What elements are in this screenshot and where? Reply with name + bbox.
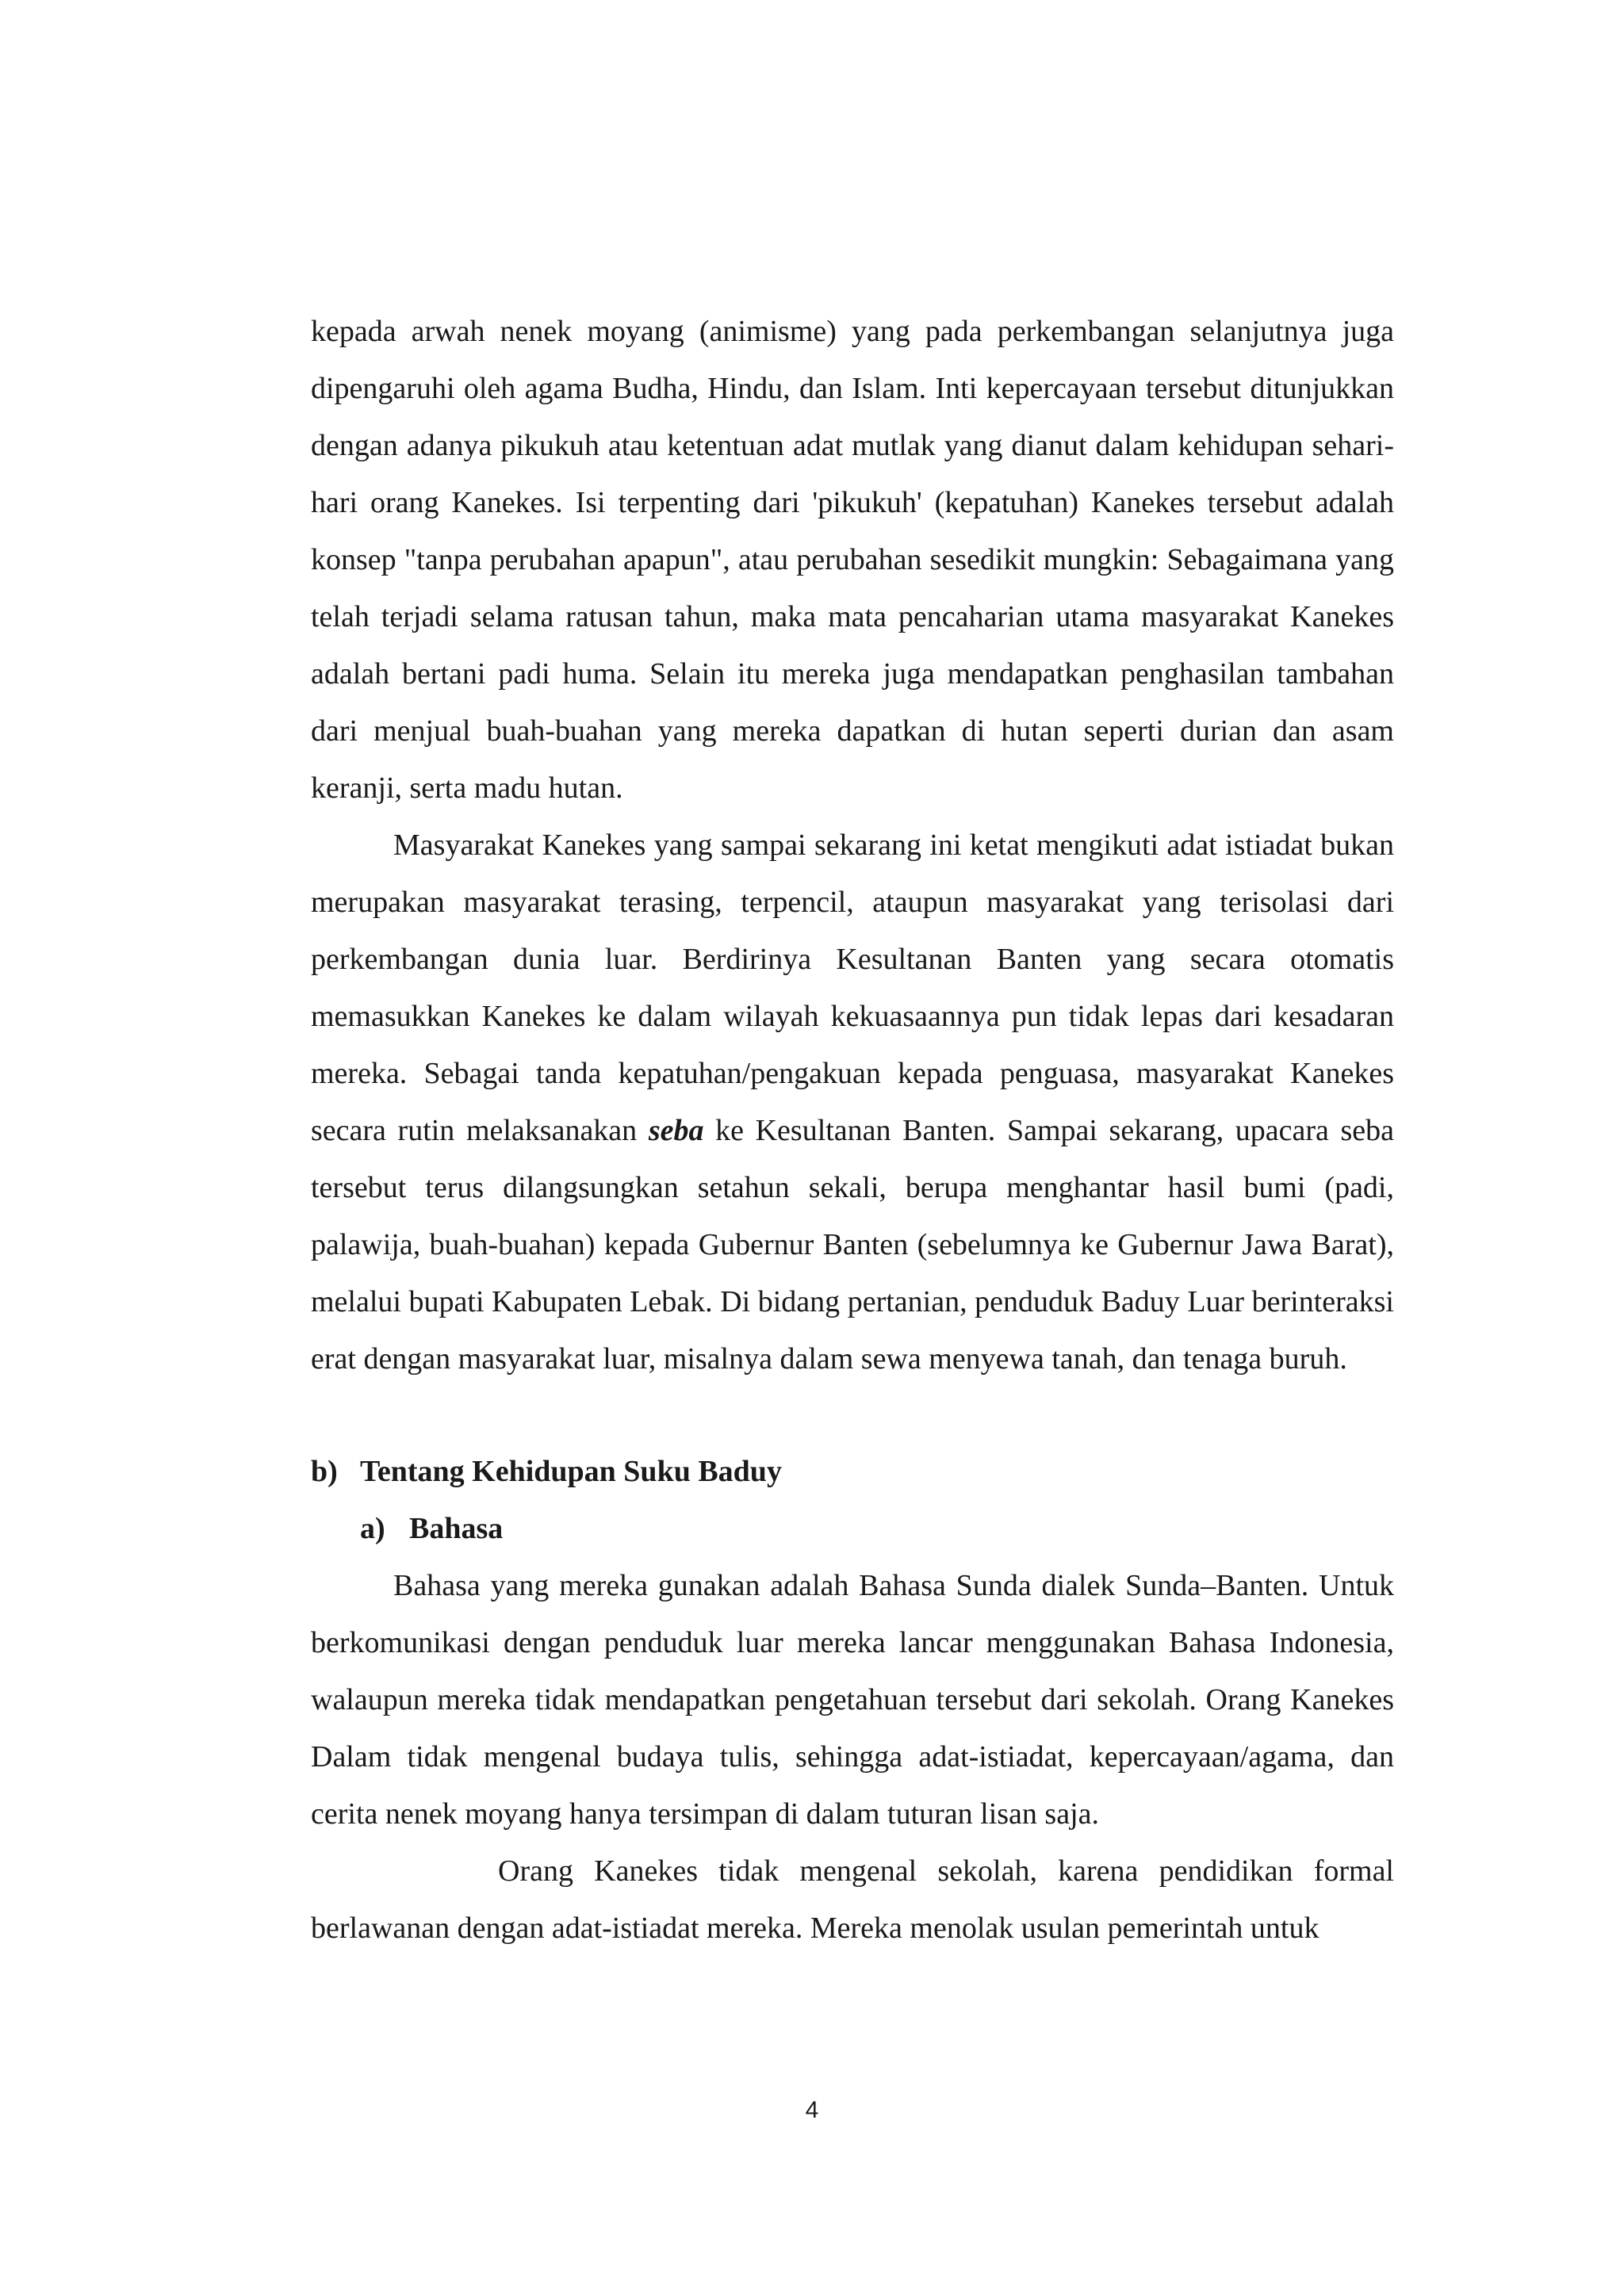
paragraph-animisme: kepada arwah nenek moyang (animisme) yang pada perkembangan selanjutnya juga dipengaruhi oleh agama Budha, Hindu, dan Islam. Inti kepercayaan tersebut ditunjukkan dengan adanya pikukuh atau ketentuan adat mutlak yang dianut dalam kehidupan sehari-hari orang Kanekes. Isi terpenting dari 'pikukuh' (kepatuhan) Kanekes tersebut adalah konsep "tanpa perubahan apapun", atau perubahan sesedikit mungkin: Sebagaimana yang telah terjadi selama ratusan tahun, maka mata pencaharian utama masyarakat Kanekes adalah bertani padi huma. Selain itu mereka juga mendapatkan penghasilan tambahan dari menjual buah-buahan yang mereka dapatkan di hutan seperti durian dan asam keranji, serta madu hutan. [311, 315, 1394, 805]
paragraph-sekolah: Orang Kanekes tidak mengenal sekolah, karena pendidikan formal berlawanan dengan adat-istiadat mereka. Mereka menolak usulan pemerintah untuk [311, 1854, 1394, 1945]
paragraph-bahasa: Bahasa yang mereka gunakan adalah Bahasa Sunda dialek Sunda–Banten. Untuk berkomunikasi dengan penduduk luar mereka lancar menggunakan Bahasa Indonesia, walaupun mereka tidak mendapatkan pengetahuan tersebut dari sekolah. Orang Kanekes Dalam tidak mengenal budaya tulis, sehingga adat-istiadat, kepercayaan/agama, dan cerita nenek moyang hanya tersimpan di dalam tuturan lisan saja. [311, 1569, 1394, 1831]
subsection-marker: a) [360, 1512, 385, 1545]
paragraph-masyarakat-kanekes [311, 817, 1394, 1387]
section-heading [311, 1443, 1394, 1500]
paragraph-text: Masyarakat Kanekes yang sampai sekarang ini ketat mengikuti adat istiadat bukan merupakan masyarakat terasing, terpencil, ataupun masyarakat yang terisolasi dari perkembangan dunia luar. Berdirinya Kesultanan Banten yang secara otomatis memasukkan Kanekes ke dalam wilayah kekuasaannya pun tidak lepas dari kesadaran mereka. Sebagai tanda kepatuhan/pengakuan kepada penguasa, masyarakat Kanekes secara rutin melaksanakan [311, 828, 1394, 1147]
page-body [311, 303, 1394, 1957]
section-title: Tentang Kehidupan Suku Baduy [360, 1455, 782, 1488]
subsection-heading [311, 1500, 1394, 1557]
page-number: 4 [805, 2097, 819, 2123]
section-marker: b) [311, 1455, 338, 1488]
subsection-title: Bahasa [409, 1512, 504, 1545]
paragraph-text: ke Kesultanan Banten. Sampai sekarang, upacara seba tersebut terus dilangsungkan setahun sekali, berupa menghantar hasil bumi (padi, palawija, buah-buahan) kepada Gubernur Banten (sebelumnya ke Gubernur Jawa Barat), melalui bupati Kabupaten Lebak. Di bidang pertanian, penduduk Baduy Luar berinteraksi erat dengan masyarakat luar, misalnya dalam sewa menyewa tanah, dan tenaga buruh. [311, 1114, 1394, 1376]
emphasis-seba: seba [648, 1114, 704, 1147]
